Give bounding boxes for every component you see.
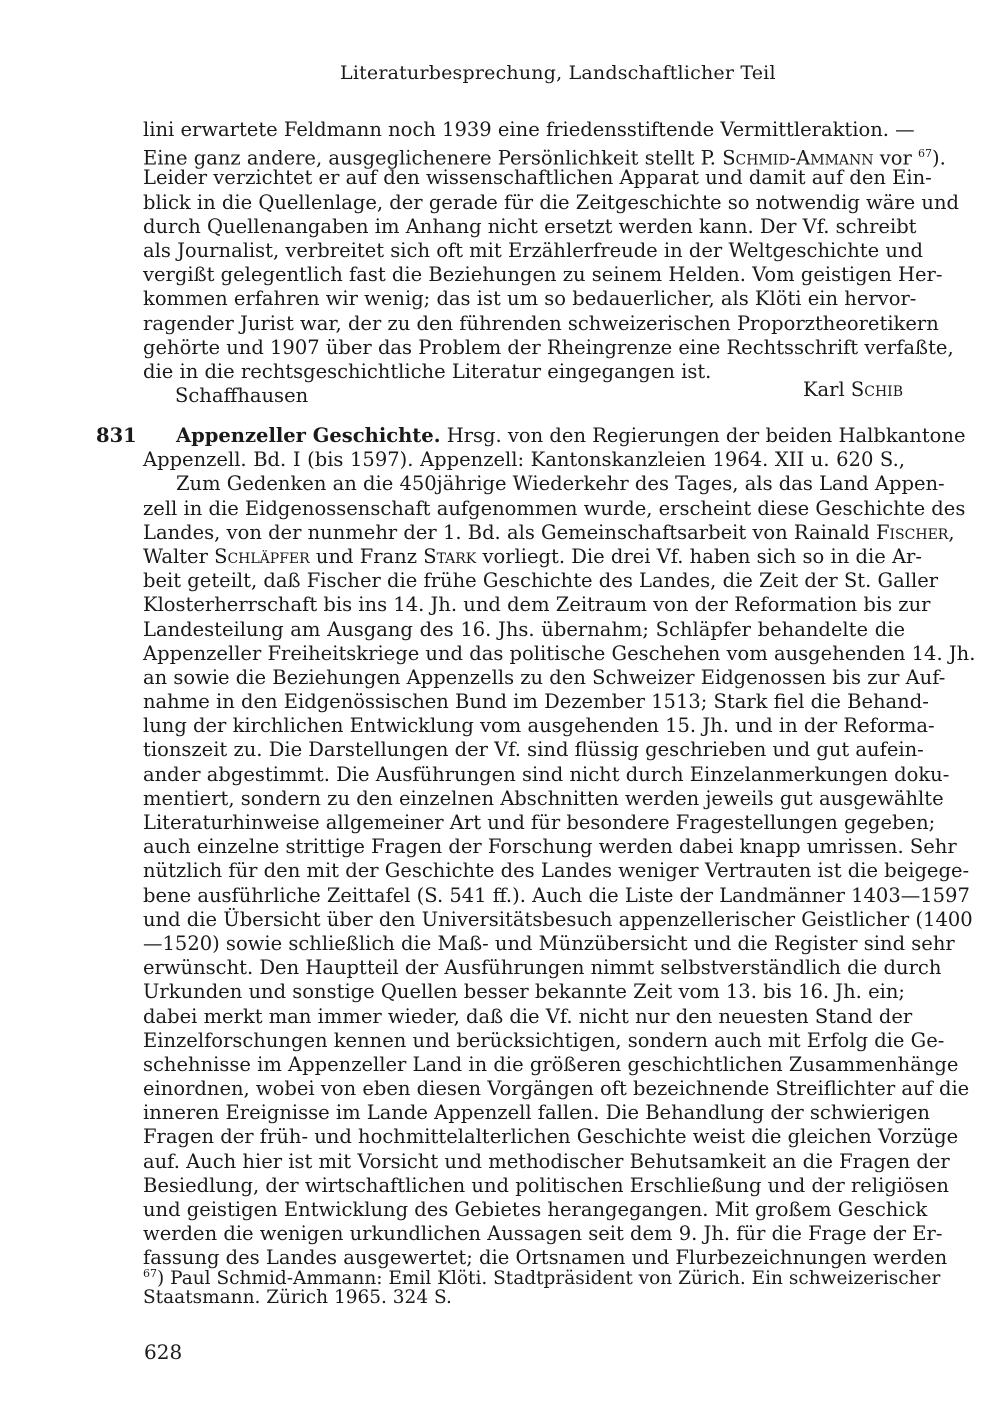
- text-line: Literaturhinweise allgemeiner Art und für besondere Fragestellungen gegeben;: [143, 811, 936, 834]
- footnote-line: $^{67}$) Paul Schmid-Ammann: Emil Klöti. Stadtpräsident von Zürich. Ein schweizerischer: [143, 1267, 941, 1290]
- text-line: als Journalist, verbreitet sich oft mit Erzählerfreude in der Weltgeschichte und: [143, 238, 923, 262]
- reviewer-name: Karl Schib: [802, 378, 903, 402]
- text-line: dabei merkt man immer wieder, daß die Vf. nicht nur den neuesten Stand der: [143, 1004, 913, 1028]
- text-line: auch einzelne strittige Fragen der Forschung werden dabei knapp umrissen. Sehr: [143, 835, 957, 859]
- text-line: Fragen der früh- und hochmittelalterlichen Geschichte weist die gleichen Vorzüge: [143, 1125, 959, 1149]
- text-line: tionszeit zu. Die Darstellungen der Vf. sind flüssig geschrieben und gut aufein-: [143, 738, 924, 762]
- text-line: fassung des Landes ausgewertet; die Ortsnamen und Flurbezeichnungen werden: [143, 1246, 948, 1270]
- text-line: blick in die Quellenlage, der gerade für die Zeitgeschichte so notwendig wäre und: [143, 190, 959, 214]
- text-line: und geistigen Entwicklung des Gebietes herangegangen. Mit großem Geschick: [143, 1198, 928, 1221]
- text-line: Eine ganz andere, ausgeglichenere Persönlichkeit stellt P. Schmid-Ammann vor $^{67}$).: [143, 146, 946, 170]
- text-line: nützlich für den mit der Geschichte des Landes weniger Vertrauten ist die beigege-: [143, 859, 970, 883]
- running-header: Literaturbesprechung, Landschaftlicher Teil: [340, 62, 776, 84]
- footnote: [143, 1262, 941, 1310]
- text-line: gehörte und 1907 über das Problem der Rheingrenze eine Rechtsschrift verfaßte,: [143, 335, 954, 359]
- text-line: bene ausführliche Zeittafel (S. 541 ff.). Auch die Liste der Landmänner 1403—1597: [143, 883, 970, 907]
- text-line: kommen erfahren wir wenig; das ist um so bedauerlicher, als Klöti ein hervor-: [143, 287, 917, 311]
- text-line: Zum Gedenken an die 450jährige Wiederkehr des Tages, als das Land Appen-: [176, 472, 945, 496]
- text-line: Urkunden und sonstige Quellen besser bekannte Zeit vom 13. bis 16. Jh. ein;: [143, 980, 905, 1004]
- text-line: mentiert, sondern zu den einzelnen Abschnitten werden jeweils gut ausgewählte: [143, 786, 944, 810]
- text-line: nahme in den Eidgenössischen Bund im Dezember 1513; Stark fiel die Behand-: [143, 690, 929, 714]
- bibliographic-line: Appenzell. Bd. I (bis 1597). Appenzell: Kantonskanzleien 1964. XII u. 620 S.,: [143, 448, 905, 472]
- text-line: erwünscht. Den Hauptteil der Ausführungen nimmt selbstverständlich die durch: [143, 956, 942, 980]
- entry-title: Appenzeller Geschichte.: [176, 424, 441, 447]
- text-line: Walter Schläpfer und Franz Stark vorliegt. Die drei Vf. haben sich so in die Ar-: [143, 544, 922, 568]
- review-signature: [143, 378, 905, 408]
- entry-heading: Appenzeller Geschichte. Hrsg. von den Regierungen der beiden Halbkantone: [176, 424, 966, 447]
- text-line: einordnen, wobei von eben diesen Vorgängen oft bezeichnende Streiflichter auf die: [143, 1077, 970, 1101]
- previous-review: [143, 118, 959, 408]
- text-line: —1520) sowie schließlich die Maß- und Münzübersicht und die Register sind sehr: [143, 931, 955, 955]
- review-entry: [143, 424, 976, 1271]
- text-line: zell in die Eidgenossenschaft aufgenommen wurde, erscheint diese Geschichte des: [143, 496, 966, 520]
- text-line: ander abgestimmt. Die Ausführungen sind nicht durch Einzelanmerkungen doku-: [143, 762, 950, 786]
- text-line: Einzelforschungen kennen und berücksichtigen, sondern auch mit Erfolg die Ge-: [143, 1028, 945, 1052]
- text-line: inneren Ereignisse im Lande Appenzell fallen. Die Behandlung der schwierigen: [143, 1101, 930, 1125]
- text-line: Besiedlung, der wirtschaftlichen und politischen Erschließung und der religiösen: [143, 1173, 949, 1197]
- text-line: schehnisse im Appenzeller Land in die größeren geschichtlichen Zusammenhänge: [143, 1052, 959, 1076]
- author-name: Schläpfer: [214, 544, 310, 568]
- footnote-marker: 67: [143, 1267, 157, 1280]
- text-line: beit geteilt, daß Fischer die frühe Geschichte des Landes, die Zeit der St. Galler: [143, 569, 939, 593]
- text-line: und die Übersicht über den Universitätsbesuch appenzellerischer Geistlicher (1400: [143, 907, 973, 931]
- text-line: werden die wenigen urkundlichen Aussagen seit dem 9. Jh. für die Frage der Er-: [143, 1222, 943, 1246]
- page-number: 628: [144, 1340, 183, 1364]
- author-name: Schmid-Ammann: [722, 146, 874, 170]
- text-line: an sowie die Beziehungen Appenzells zu den Schweizer Eidgenossen bis zur Auf-: [143, 665, 946, 689]
- author-name: Fischer: [876, 520, 949, 544]
- entry-number: 831: [96, 424, 137, 447]
- footnote-line: Staatsmann. Zürich 1965. 324 S.: [143, 1287, 452, 1308]
- text-line: ragender Jurist war, der zu den führenden schweizerischen Proporztheoretikern: [143, 311, 939, 335]
- text-line: lung der kirchlichen Entwicklung vom ausgehenden 15. Jh. und in der Reforma-: [143, 714, 935, 738]
- text-line: lini erwartete Feldmann noch 1939 eine friedensstiftende Vermittleraktion. —: [143, 118, 915, 141]
- text-line: Leider verzichtet er auf den wissenschaftlichen Apparat und damit auf den Ein-: [143, 166, 932, 190]
- review-place: Schaffhausen: [175, 384, 309, 408]
- text-line: Klosterherrschaft bis ins 14. Jh. und dem Zeitraum von der Reformation bis zur: [143, 593, 931, 617]
- text-line: Landesteilung am Ausgang des 16. Jhs. übernahm; Schläpfer behandelte die: [143, 617, 905, 641]
- author-name: Stark: [423, 544, 477, 568]
- text-line: die in die rechtsgeschichtliche Literatur eingegangen ist.: [143, 359, 712, 383]
- text-line: vergißt gelegentlich fast die Beziehungen zu seinem Helden. Vom geistigen Her-: [143, 263, 943, 287]
- text-line: Landes, von der nunmehr der 1. Bd. als Gemeinschaftsarbeit von Rainald Fischer,: [143, 520, 955, 544]
- text-line: Appenzeller Freiheitskriege und das politische Geschehen vom ausgehenden 14. Jh.: [143, 641, 976, 665]
- footnote-reference: 67: [918, 147, 932, 161]
- text-line: auf. Auch hier ist mit Vorsicht und methodischer Behutsamkeit an die Fragen der: [143, 1149, 950, 1173]
- text-line: durch Quellenangaben im Anhang nicht ersetzt werden kann. Der Vf. schreibt: [143, 214, 917, 238]
